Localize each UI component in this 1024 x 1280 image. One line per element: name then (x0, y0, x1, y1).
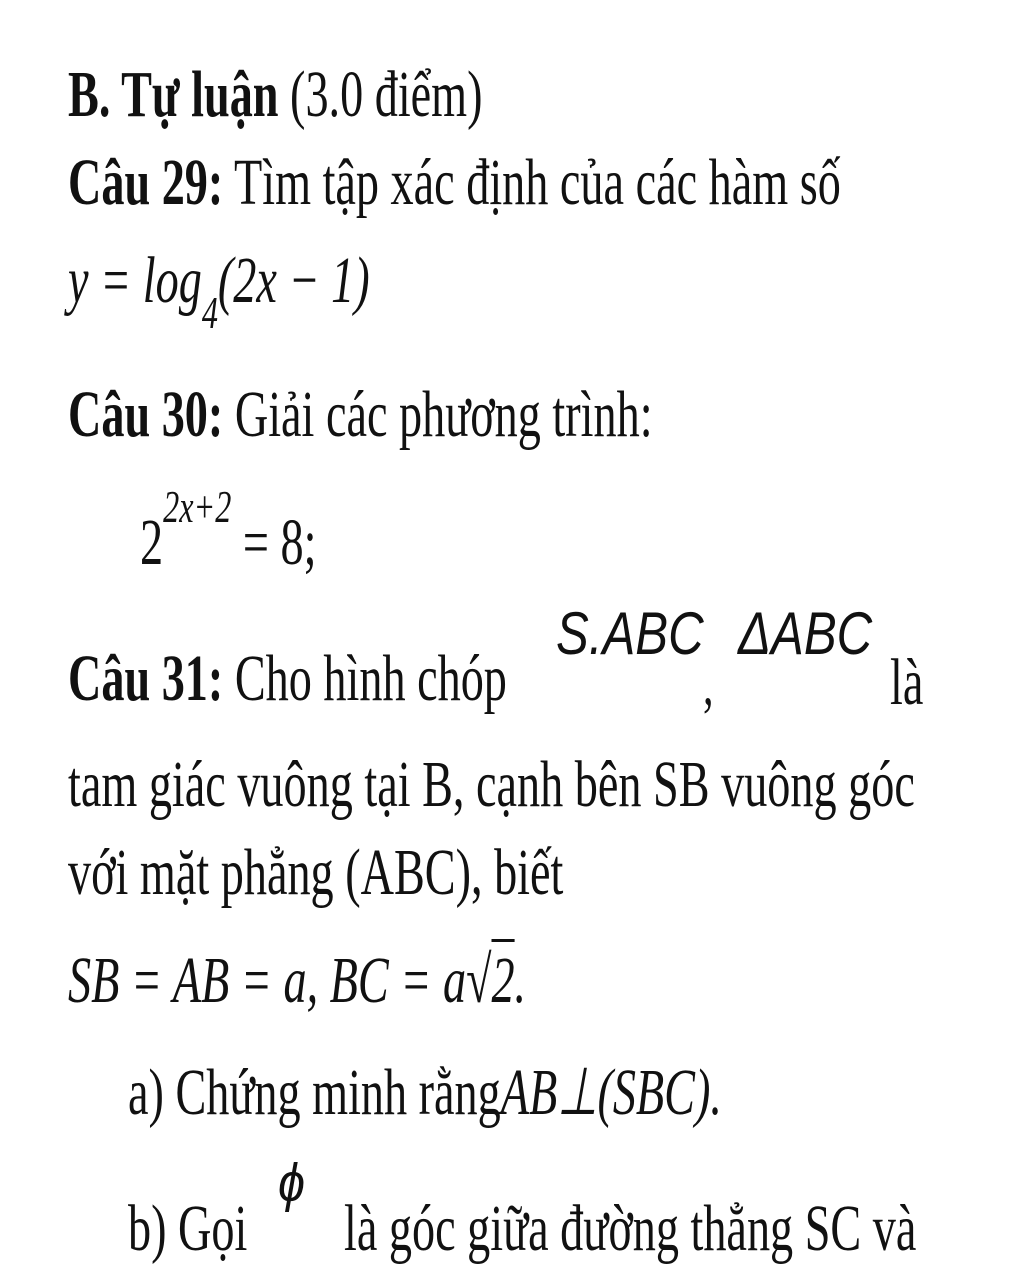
question-31-la: là (890, 646, 924, 719)
question-31-line-3: với mặt phẳng (ABC), biết (68, 836, 564, 909)
section-title: B. Tự luận (68, 58, 279, 131)
part-a-math: AB⊥(SBC). (500, 1056, 722, 1129)
part-b-end: là góc giữa đường thẳng SC và (344, 1192, 917, 1265)
phi-symbol: ϕ (278, 1153, 306, 1213)
equation-exponent: 2x+2 (163, 481, 232, 532)
question-30 (68, 378, 653, 451)
question-31 (68, 642, 507, 715)
formula-log-base: 4 (201, 287, 218, 338)
given-equalities: SB = AB = a, BC = a (68, 944, 467, 1017)
question-29-text: Tìm tập xác định của các hàm số (234, 146, 841, 219)
question-31-text: Cho hình chóp (234, 642, 507, 715)
question-29 (68, 146, 841, 219)
given-end: . (514, 944, 527, 1017)
part-b-start: b) Gọi (128, 1192, 248, 1265)
formula-lhs: y = log (68, 244, 202, 317)
question-29-formula (68, 244, 370, 338)
section-points: (3.0 điểm) (290, 58, 483, 131)
question-30-text: Giải các phương trình: (234, 378, 653, 451)
part-a-text: a) Chứng minh rằng (128, 1056, 501, 1129)
comma: , (703, 651, 714, 717)
question-30-equation (140, 481, 317, 579)
pyramid-name: S.ABC (556, 600, 704, 667)
question-30-label: Câu 30: (68, 378, 224, 451)
question-31-line-2: tam giác vuông tại B, cạnh bên SB vuông góc (68, 748, 915, 821)
formula-argument: (2x − 1) (217, 244, 370, 317)
question-29-label: Câu 29: (68, 146, 224, 219)
triangle-name: ΔABC (738, 600, 873, 667)
sqrt-radicand: 2 (491, 939, 514, 1017)
equation-base: 2 (140, 506, 164, 579)
sqrt-sign: √ (466, 944, 492, 1017)
section-heading (68, 58, 483, 131)
equation-rhs: = 8; (242, 506, 317, 579)
question-31-given (68, 944, 527, 1017)
part-a (128, 1056, 722, 1129)
question-31-label: Câu 31: (68, 642, 224, 715)
